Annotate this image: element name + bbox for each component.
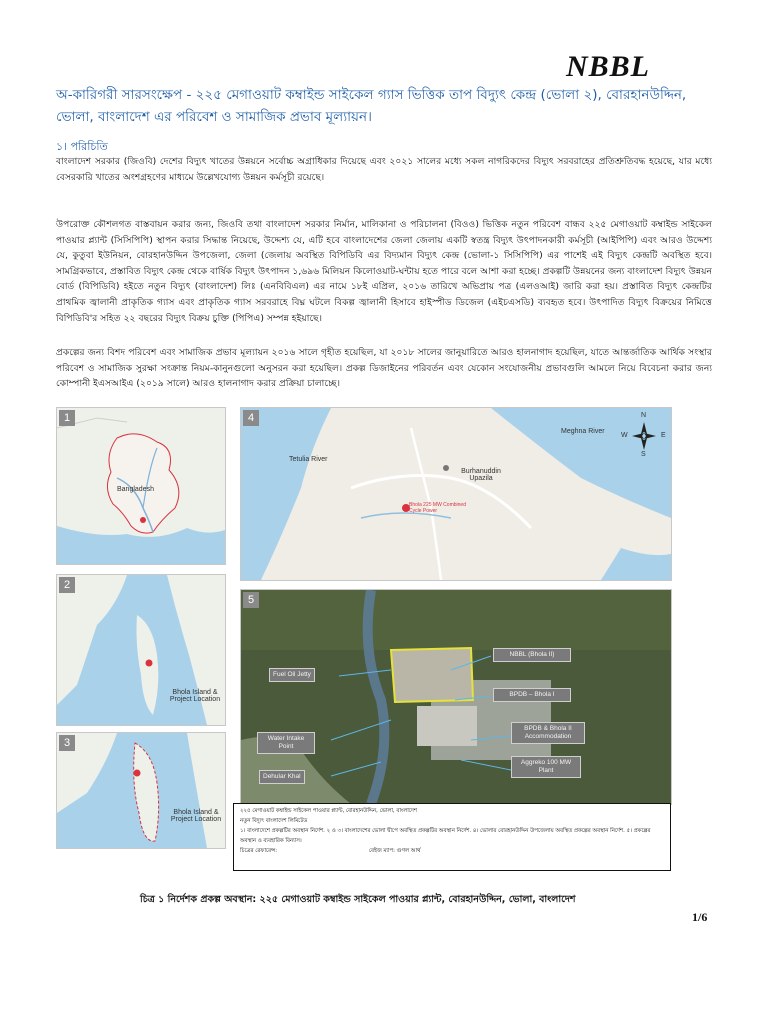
label-fuel-oil-jetty: Fuel Oil Jetty [269, 668, 315, 682]
compass-north: N [641, 412, 647, 419]
legend-line-1: ২২৫ মেগাওয়াট কম্বাইন্ড সাইকেল পাওয়ার প্ল্যান্ট, বোরহানউদ্দিন, ভোলা, বাংলাদেশ [240, 808, 417, 814]
compass-west: W [621, 432, 628, 439]
map-label-tetulia-river: Tetulia River [289, 456, 328, 463]
map-number: 4 [243, 410, 259, 426]
map-number: 5 [243, 592, 259, 608]
document-title: অ-কারিগরী সারসংক্ষেপ - ২২৫ মেগাওয়াট কম্বাইন্ড সাইকেল গ্যাস ভিত্তিক তাপ বিদ্যুৎ কেন্দ্র (ভোলা ২), বোরহানউদ্দিন, ভোলা, বাংলাদেশ এর পরিবেশ ও সামাজিক প্রভাব মূল্যায়ন। [56, 87, 687, 125]
section-heading: ১। পরিচিতি [56, 140, 108, 153]
map-label-site: Bhola 225 MW Combined Cycle Power [409, 502, 466, 514]
map-bhola-island [56, 732, 226, 849]
map-label-burhanuddin: Burhanuddin Upazila [461, 468, 501, 482]
map-number: 2 [59, 577, 75, 593]
company-logo: NBBL [566, 50, 651, 83]
map-number: 1 [59, 410, 75, 426]
map-number: 3 [59, 735, 75, 751]
map-bangladesh [56, 407, 226, 565]
label-water-intake: Water Intake Point [257, 732, 315, 754]
map-burhanuddin [240, 407, 672, 581]
paragraph-project: উপরোক্ত কৌশলগত বাস্তবায়ন করার জন্য, জিওবি তথা বাংলাদেশ সরকার নির্মান, মালিকানা ও পরিচালনা (বিওও) ভিত্তিক নতুন পরিবেশ বান্ধব ২২৫ মেগাওয়াট কম্বাইন্ড সাইকেল পাওয়ার প্ল্যান্ট (সিসিপিপি) স্থাপন করার সিদ্ধান্ত নিয়েছে, উদ্দেশ্য যে, এটি হবে বাংলাদেশের জেলা জেলায় একটি স্বতন্ত্র বিদ্যুৎ উৎপাদনকারী কর্মসূচী (আইপিপি) এবং আরও উদ্দেশ্য যে, কুতুবা ইউনিয়ন, বোরহানউদ্দিন উপজেলা, জেলা (জেলায় অবস্থিত বিপিডিবি এর বিদ্যমান বিদ্যুৎ কেন্দ্র (ভোলা-১ সিসিপিপি) এর পাশেই এই বিদ্যুৎ কেন্দ্রটি অবস্থিত হবে। সামগ্রিকভাবে, প্রস্তাবিত বিদ্যুৎ কেন্দ্র থেকে বার্ষিক বিদ্যুৎ উৎপাদন ১,৬৯৬ মিলিয়ন কিলোওয়াট-ঘন্টায় হতে পারে বলে আশা করা হচ্ছে। প্রকল্পটি উন্নয়নের জন্য বাংলাদেশ বিদ্যুৎ উন্নয়ন বোর্ড (বিপিডিবি) হইতে নতুন বিদ্যুৎ (বাংলাদেশ) লিঃ (এনবিবিএল) এর নামে ১৮ই এপ্রিল, ২০১৬ তারিখে অভিপ্রায় পত্র (এলওআই) জারি করা হয়। প্রস্তাবিত বিদ্যুৎ কেন্দ্রটির প্রাথমিক জ্বালানী প্রাকৃতিক গ্যাস এবং প্রাকৃতিক গ্যাস সরবরাহে বিঘ্ন ঘটলে বিকল্প জ্বালানী হিসাবে হাইস্পীড ডিজেল (এইচএসডি) ব্যবহৃত হবে। উৎপাদিত বিদ্যুৎ বিক্রয়ের নিমিত্তে বিপিডিবি'র সহিত ২২ বছরের বিদ্যুৎ বিক্রয় চুক্তি (পিপিএ) সম্পন্ন হইয়াছে। [56, 219, 712, 324]
map-bhola-island-graphic [57, 733, 225, 848]
map-label-meghna-river: Meghna River [561, 428, 605, 435]
legend-reference: চিত্রের রেফারেন্স: [240, 848, 278, 854]
map-site-layout [240, 589, 672, 805]
label-bpdb-bhola-1: BPDB – Bhola I [493, 688, 571, 702]
compass-south: S [641, 451, 646, 458]
label-dehular-khal: Dehular Khal [259, 770, 305, 784]
paragraph-intro: বাংলাদেশ সরকার (জিওবি) দেশের বিদ্যুৎ খাতের উন্নয়নে সর্বোচ্চ অগ্রাধিকার দিয়েছে এবং ২০২১ সালের মধ্যে সকল নাগরিকদের বিদ্যুৎ সরবরাহের প্রতিশ্রুতিবদ্ধ হয়েছে, যার মধ্যে বেসরকারি খাতের অংশগ্রহণের মাধ্যমে উল্লেখযোগ্য উন্নয়ন কর্মসূচী রয়েছে। [56, 156, 712, 183]
label-accommodation: BPDB & Bhola II Accommodation [511, 722, 585, 744]
legend-line-3: ১। বাংলাদেশে প্রকল্পটির অবস্থান নির্দেশ. ২ ও ৩। বাংলাদেশের ভোলা দ্বীপে অবস্থিত প্রকল্পটির অবস্থান নির্দেশ. ৪। ভোলার বোরহানউদ্দিন উপজেলায় অবস্থিত প্রকল্পের অবস্থান নির্দেশ. ৫। প্রকল্পের অবস্থান ও ব্যবহারিক বিন্যাস। [240, 828, 651, 844]
legend-base-map: বেইজ ম্যাপ: গুগল আর্থ [368, 848, 421, 854]
label-nbbl: NBBL (Bhola II) [493, 648, 571, 662]
label-aggreko-plant: Aggreko 100 MW Plant [511, 756, 581, 778]
map-label-bangladesh: Bangladesh [117, 486, 154, 493]
page-number: 1/6 [692, 910, 708, 924]
paragraph-esia: প্রকল্পের জন্য বিশদ পরিবেশ এবং সামাজিক প্রভাব মূল্যায়ন ২০১৬ সালে গৃহীত হয়েছিল, যা ২০১৮ সালের জানুয়ারিতে আরও হালনাগাদ হয়েছিল, যাতে আন্তর্জাতিক আর্থিক সংস্থার পরিবেশ ও সামাজিক সুরক্ষা সংক্রান্ত নিয়ম-কানুনগুলো অনুসরন করা হয়েছিল। প্রকল্প ডিজাইনের পরিবর্তন এবং যেকোন সংযোজনীয় প্রভাবগুলি আমলে নিয়ে বিবেচনা করার জন্য কোম্পানী ইএসআইএ (২০১৯ সালে) আরও হালনাগাদ করার প্রক্রিয়া চালাচ্ছে। [56, 347, 712, 390]
compass-icon [621, 412, 666, 460]
map-label-bhola-island: Bhola Island & Project Location [170, 809, 222, 823]
map-burhanuddin-graphic [241, 408, 671, 580]
map-label-bhola: Bhola Island & Project Location [169, 689, 221, 703]
map-bhola-region [56, 574, 226, 726]
map-site-layout-graphic [241, 590, 671, 804]
legend-line-4 [240, 846, 664, 856]
figure-caption: চিত্র ১ নির্দেশক প্রকল্প অবস্থান: ২২৫ মেগাওয়াট কম্বাইন্ড সাইকেল পাওয়ার প্ল্যান্ট, বোরহানউদ্দিন, ভোলা, বাংলাদেশ [140, 894, 576, 905]
compass-east: E [661, 432, 666, 439]
legend-line-2: নতুন বিদ্যুৎ বাংলাদেশ লিমিটেড [240, 818, 308, 824]
figure-legend [233, 803, 671, 871]
